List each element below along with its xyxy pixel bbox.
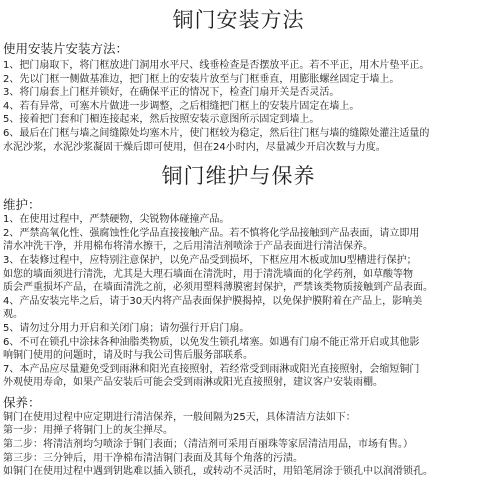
maintenance-line: 3、在装修过程中，应特别注意保护，以免产品受到损坏，下框应用木板或加U型槽进行保护； <box>3 254 417 266</box>
install-step: 3、将门扇套上门框并锁好，在确保平正的情况下，检查门扇开关是否灵活。 <box>3 87 340 99</box>
care-line: 如铜门在使用过程中遇到钥匙难以插入锁孔，或转动不灵活时，用铅笔屑涂于锁孔中以润滑锁孔。 <box>3 466 433 478</box>
care-line: 铜门在使用过程中应定期进行清洁保养，一般间隔为25天，具体清洁方法如下： <box>3 411 356 423</box>
maintenance-line: 1、在使用过程中，严禁硬物，尖锐物体碰撞产品。 <box>3 214 230 226</box>
maintenance-line: 4、产品安装完毕之后，请于30天内将产品表面保护膜揭掉，以免保护膜附着在产品上，影响美 <box>3 295 423 307</box>
maintenance-title: 铜门维护与保养 <box>161 164 316 189</box>
install-step: 水泥沙浆，水泥沙浆凝固干燥后即可使用，但在24小时内，尽量减少开启次数与力度。 <box>3 141 386 153</box>
install-step: 6、最后在门框与墙之间缝隙处均塞木片，使门框较为稳定，然后往门框与墙的缝隙处灌注适量的 <box>3 127 430 139</box>
maintenance-line: 2、严禁高氧化性、强腐蚀性化学品直接接触产品。若不慎将化学品接触到产品表面，请立即用 <box>3 227 420 239</box>
maintenance-line: 6、不可在锁孔中涂抹各种油脂类物质，以免发生锁孔堵塞。如遇有门扇不能正常开启或其他影 <box>3 336 420 348</box>
maintenance-line: 观。 <box>3 309 23 321</box>
maintenance-line: 响铜门使用的问题时，请及时与我公司售后服务部联系。 <box>3 350 253 362</box>
maintenance-line: 7、本产品应尽量避免受到雨淋和阳光直接照射，若经常受到雨淋或阳光直接照射，会缩短铜门 <box>3 363 420 375</box>
install-step: 2、先以门框一侧做基准边，把门框上的安装片放至与门框垂直，用膨胀螺丝固定于墙上。 <box>3 73 400 85</box>
care-line: 第三步：三分钟后，用干净棉布清洁铜门表面及其每个角落的污渍。 <box>3 452 303 464</box>
care-line: 第一步：用掸子将铜门上的灰尘掸尽。 <box>3 425 173 437</box>
care-line: 第二步：将清洁剂均匀喷涂于铜门表面；（清洁剂可采用百丽珠等家居清洁用品，市场有售。） <box>3 439 413 451</box>
install-subtitle: 使用安装片安装方法： <box>3 41 129 56</box>
maintenance-line: 5、请勿过分用力开启和关闭门扇；请勿强行开启门扇。 <box>3 322 250 334</box>
maintenance-line: 如您的墙面须进行清洗，尤其是大理石墙面在清洗时，用于清洗墙面的化学药剂，如草酸等物 <box>3 268 413 280</box>
maintenance-heading: 维护： <box>3 197 41 213</box>
install-step: 4、若有异常，可塞木片做进一步调整，之后相缝把门框上的安装片固定在墙上。 <box>3 100 360 112</box>
install-step: 1、把门扇取下，将门框放进门洞用水平尺、线垂检查是否摆放平正。若不平正，用木片垫平正。 <box>3 60 430 71</box>
care-heading: 保养： <box>3 394 41 410</box>
maintenance-line: 质会严重损坏产品，在墙面清洗之前，必须用塑料薄膜密封保护，严禁该类物质接触到产品表面。 <box>3 282 433 294</box>
install-step: 5、接着把门套和门楣连接起来，然后按照安装示意图所示固定到墙上。 <box>3 114 320 126</box>
maintenance-line: 清水冲洗干净，并用棉布将清水擦干，之后用清洁剂喷涂于产品表面进行清洁保养。 <box>3 241 373 253</box>
install-title: 铜门安装方法 <box>172 8 305 32</box>
maintenance-line: 外观使用寿命，如果产品安装后可能会受到雨淋或阳光直接照射，建议客户安装雨棚。 <box>3 377 383 389</box>
